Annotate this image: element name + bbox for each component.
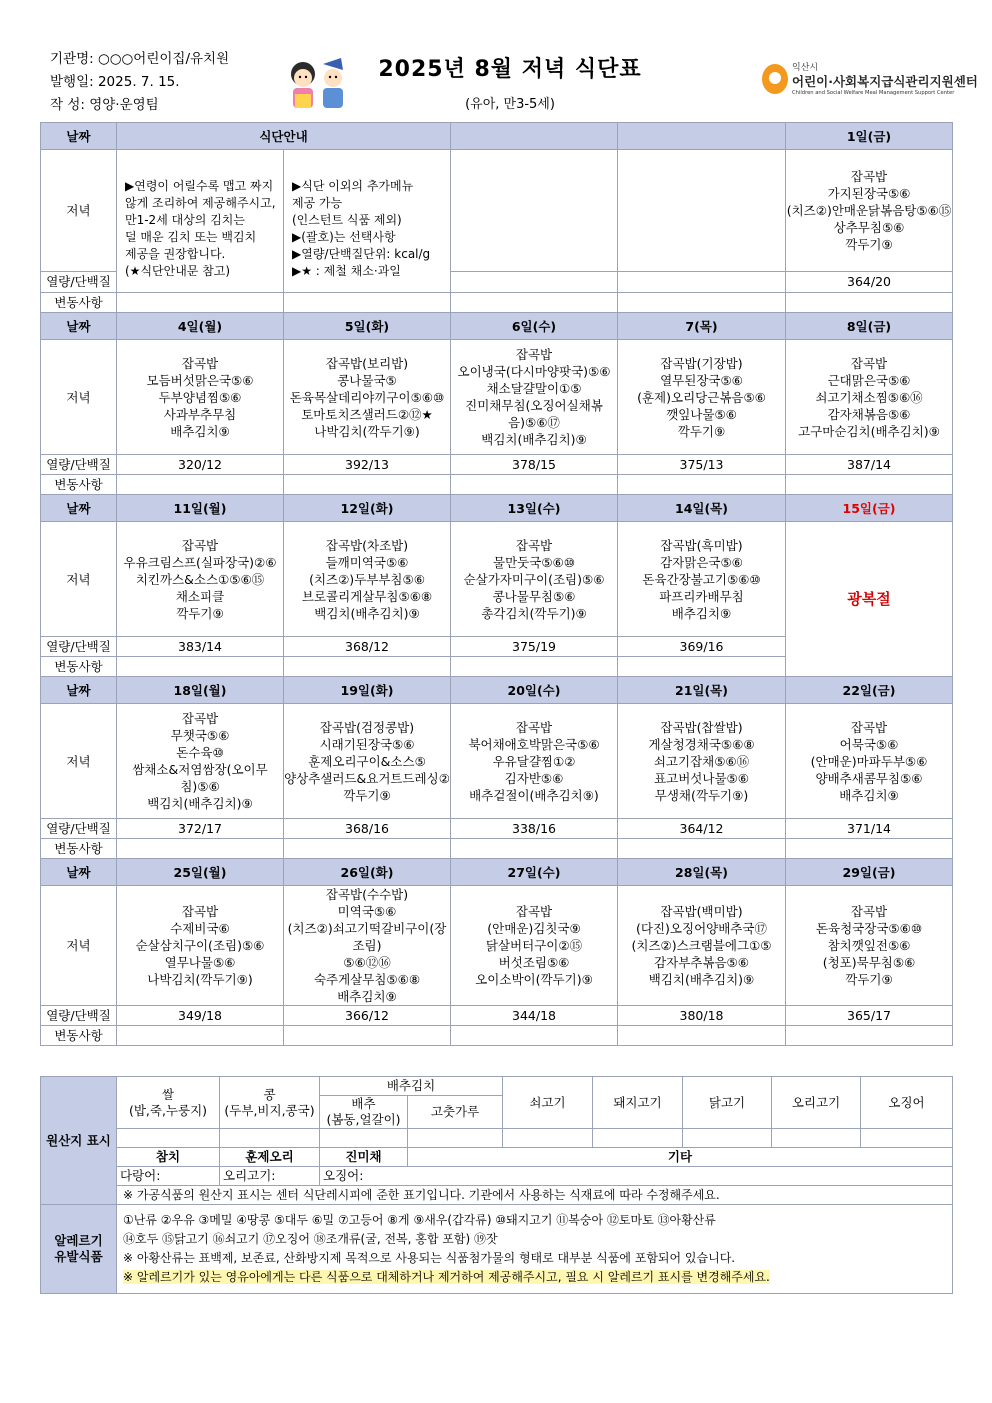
menu-item: 잡곡밥 xyxy=(181,904,219,919)
change-cell xyxy=(618,839,786,859)
calorie-cell: 364/12 xyxy=(618,819,786,839)
date-label: 날짜 xyxy=(41,859,117,886)
calorie-cell: 369/16 xyxy=(618,637,786,657)
change-cell xyxy=(284,839,451,859)
date-row xyxy=(41,859,953,886)
menu-item: 배추김치⑨ xyxy=(839,787,899,803)
menu-item: 잡곡밥(기장밥) xyxy=(660,355,743,371)
origin-bean: 콩 (두부,비지,콩국) xyxy=(220,1077,320,1129)
origin-cabbage: 배추 (봄동,얼갈이) xyxy=(320,1096,408,1129)
dinner-row xyxy=(41,704,953,819)
menu-item: 토마토치즈샐러드②⑫★ xyxy=(301,406,433,422)
menu-item: 버섯조림⑤⑥ xyxy=(498,955,570,970)
menu-item: 깍두기⑨ xyxy=(677,423,726,439)
menu-item: 닭살버터구이②⑮ xyxy=(485,938,583,953)
calorie-row xyxy=(41,819,953,839)
menu-item: (안매운)김칫국⑨ xyxy=(487,921,581,936)
menu-item: 우유달걀찜①② xyxy=(492,753,576,769)
calorie-cell: 365/17 xyxy=(786,1006,953,1026)
menu-item: 나박김치(깍두기⑨) xyxy=(314,423,420,439)
menu-item: 게살청경채국⑤⑥⑧ xyxy=(648,736,755,752)
change-cell xyxy=(786,475,953,495)
menu-item: (안매운)마파두부⑤⑥ xyxy=(810,753,928,769)
change-cell xyxy=(117,475,284,495)
guide-text xyxy=(284,150,451,293)
origin-note: ※ 가공식품의 원산지 표시는 센터 식단레시피에 준한 표기입니다. 기관에서 사용하는 식재료에 따라 수정해주세요. xyxy=(117,1186,953,1205)
calorie-label: 열량/단백질 xyxy=(41,455,117,475)
menu-item: 사과부추무침 xyxy=(163,406,237,422)
menu-item: 순살가자미구이(조림)⑤⑥ xyxy=(463,571,605,587)
calorie-label: 열량/단백질 xyxy=(41,819,117,839)
date-cell: 7(목) xyxy=(618,313,786,340)
menu-item: 잡곡밥 xyxy=(515,347,553,362)
menu-cell xyxy=(117,340,284,455)
calorie-label: 열량/단백질 xyxy=(41,1006,117,1026)
menu-item: 브로콜리게살무침⑤⑥⑧ xyxy=(301,588,433,604)
menu-item: 수제비국⑥ xyxy=(170,921,230,936)
change-cell xyxy=(117,839,284,859)
calorie-cell: 375/13 xyxy=(618,455,786,475)
guide-line: (★식단안내문 참고) xyxy=(125,264,231,278)
allergy-line-3: ※ 아황산류는 표백제, 보존료, 산화방지제 목적으로 사용되는 식품첨가물의 형태로 대부분 식품에 포함되어 있습니다. xyxy=(123,1251,736,1265)
calorie-cell: 320/12 xyxy=(117,455,284,475)
date-cell xyxy=(451,123,618,150)
menu-item: 오이소박이(깍두기)⑨ xyxy=(475,972,593,987)
logo-english: Children and Social Welfare Meal Management Support Center xyxy=(792,90,955,96)
menu-item: 쇠고기채소찜⑤⑥⑯ xyxy=(815,389,923,405)
guide-line: ▶식단 이외의 추가메뉴 xyxy=(292,179,414,193)
menu-item: 들깨미역국⑤⑥ xyxy=(325,554,409,570)
menu-item: 돈육청국장국⑤⑥⑩ xyxy=(815,921,923,936)
menu-item: 채소피클 xyxy=(175,588,225,604)
menu-cell xyxy=(284,886,451,1006)
menu-item: 잡곡밥 xyxy=(181,711,219,726)
date-row xyxy=(41,123,953,150)
calorie-cell: 372/17 xyxy=(117,819,284,839)
menu-item: 잡곡밥 xyxy=(515,904,553,919)
issue-date: 발행일: 2025. 7. 15. xyxy=(50,74,180,90)
date-cell: 11일(월) xyxy=(117,495,284,522)
menu-item: 배추김치⑨ xyxy=(671,605,732,621)
guide-line: 만1-2세 대상의 김치는 xyxy=(125,213,245,227)
origin-smoked-duck: 훈제오리 xyxy=(220,1148,320,1167)
change-label: 변동사항 xyxy=(41,657,117,677)
dinner-label: 저녁 xyxy=(41,150,117,272)
origin-table xyxy=(40,1076,953,1294)
origin-pollack: 다랑어: xyxy=(117,1167,220,1186)
menu-item: 잡곡밥(차조밥) xyxy=(325,537,409,553)
date-label: 날짜 xyxy=(41,495,117,522)
menu-cell xyxy=(451,886,618,1006)
dinner-row xyxy=(41,340,953,455)
logo-name: 어린이·사회복지급식관리지원센터 xyxy=(792,74,978,89)
date-cell: 15일(금) xyxy=(786,495,953,522)
menu-item: 두부양념찜⑤⑥ xyxy=(158,389,242,405)
menu-item: 채소달걀말이①⑤ xyxy=(486,381,582,396)
origin-etc: 기타 xyxy=(408,1148,953,1167)
date-cell: 27일(수) xyxy=(451,859,618,886)
calorie-cell: 338/16 xyxy=(451,819,618,839)
date-cell: 20일(수) xyxy=(451,677,618,704)
calorie-cell: 383/14 xyxy=(117,637,284,657)
date-cell: 22일(금) xyxy=(786,677,953,704)
date-cell: 19일(화) xyxy=(284,677,451,704)
menu-item: 양배추새콤무침⑤⑥ xyxy=(815,770,923,786)
menu-item: (치즈②)안매운닭볶음탕⑤⑥⑮ xyxy=(786,202,952,218)
menu-cell xyxy=(451,704,618,819)
calorie-cell: 380/18 xyxy=(618,1006,786,1026)
menu-item: ⑤⑥⑫⑯ xyxy=(343,955,391,970)
menu-item: 잡곡밥 xyxy=(515,537,553,553)
guide-line: 제공 가능 xyxy=(292,196,343,210)
date-cell: 12일(화) xyxy=(284,495,451,522)
change-cell xyxy=(618,657,786,677)
menu-item: 배추김치⑨ xyxy=(337,989,397,1004)
menu-cell xyxy=(117,704,284,819)
menu-item: 돈육간장불고기⑤⑥⑩ xyxy=(642,571,761,587)
calorie-cell: 392/13 xyxy=(284,455,451,475)
allergy-label: 알레르기 유발식품 xyxy=(41,1205,117,1294)
origin-dried-squid: 진미채 xyxy=(320,1148,408,1167)
change-cell xyxy=(618,475,786,495)
menu-item: 깍두기⑨ xyxy=(176,605,224,621)
menu-item: 치킨까스&소스①⑤⑥⑮ xyxy=(135,571,265,587)
menu-cell xyxy=(786,150,953,272)
guide-line: 않게 조리하여 제공해주시고, xyxy=(125,196,276,210)
origin-squid2: 오징어: xyxy=(320,1167,953,1186)
menu-item: 돈육목살데리야끼구이⑤⑥⑩ xyxy=(289,389,445,405)
menu-item: 모듬버섯맑은국⑤⑥ xyxy=(146,372,254,388)
menu-item: 쌈채소&저염쌈장(오이무침)⑤⑥ xyxy=(132,762,268,794)
origin-chicken: 닭고기 xyxy=(683,1077,772,1129)
dinner-label: 저녁 xyxy=(41,522,117,637)
menu-item: (치즈②)스크램블에그①⑤ xyxy=(631,938,772,953)
change-cell xyxy=(618,1026,786,1046)
menu-item: 잡곡밥 xyxy=(850,355,888,371)
menu-item: 잡곡밥(찹쌀밥) xyxy=(660,719,743,735)
menu-item: 무생채(깍두기⑨) xyxy=(654,787,749,803)
origin-beef: 쇠고기 xyxy=(503,1077,593,1129)
date-cell: 14일(목) xyxy=(618,495,786,522)
logo-icon xyxy=(762,64,788,94)
date-row xyxy=(41,313,953,340)
menu-cell xyxy=(451,340,618,455)
change-cell xyxy=(451,475,618,495)
change-cell xyxy=(451,293,618,313)
change-label: 변동사항 xyxy=(41,475,117,495)
menu-item: 배추겉절이(배추김치⑨) xyxy=(469,787,599,803)
menu-item: 잡곡밥 xyxy=(850,168,888,184)
menu-item: 잡곡밥(백미밥) xyxy=(660,904,743,919)
calorie-cell: 349/18 xyxy=(117,1006,284,1026)
date-label: 날짜 xyxy=(41,313,117,340)
menu-item: 깻잎나물⑤⑥ xyxy=(666,406,737,422)
origin-kimchi: 배추김치 xyxy=(320,1077,503,1096)
menu-item: 잡곡밥 xyxy=(181,355,219,371)
calorie-cell: 375/19 xyxy=(451,637,618,657)
menu-cell xyxy=(618,340,786,455)
calorie-cell: 371/14 xyxy=(786,819,953,839)
change-cell xyxy=(284,657,451,677)
guide-line: ▶연령이 어릴수록 맵고 짜지 xyxy=(125,179,274,193)
menu-item: 잡곡밥(검정콩밥) xyxy=(319,719,415,735)
date-cell: 26일(화) xyxy=(284,859,451,886)
change-row xyxy=(41,1026,953,1046)
menu-cell xyxy=(117,886,284,1006)
change-cell xyxy=(786,1026,953,1046)
menu-item: 잡곡밥 xyxy=(515,719,553,735)
dinner-label: 저녁 xyxy=(41,886,117,1006)
change-cell xyxy=(451,657,618,677)
date-row xyxy=(41,677,953,704)
menu-item: (훈제)오리당근볶음⑤⑥ xyxy=(637,389,766,405)
calorie-cell: 366/12 xyxy=(284,1006,451,1026)
dinner-row xyxy=(41,522,953,637)
menu-cell xyxy=(117,522,284,637)
menu-cell xyxy=(451,150,618,272)
menu-item: 깍두기⑨ xyxy=(845,972,893,987)
menu-item: 표고버섯나물⑤⑥ xyxy=(654,770,749,786)
allergy-line-4: ※ 알레르기가 있는 영유아에게는 다른 식품으로 대체하거나 제거하여 제공해주시고, 필요 시 알레르기 표시를 변경해주세요. xyxy=(123,1270,770,1284)
date-cell: 28일(목) xyxy=(618,859,786,886)
calorie-cell xyxy=(618,271,786,292)
dinner-row xyxy=(41,886,953,1006)
date-label: 날짜 xyxy=(41,677,117,704)
menu-item: 콩나물국⑤ xyxy=(337,372,397,388)
menu-item: 깍두기⑨ xyxy=(343,787,391,803)
date-cell: 29일(금) xyxy=(786,859,953,886)
change-row xyxy=(41,293,953,313)
menu-item: 참치깻잎전⑤⑥ xyxy=(827,938,911,953)
menu-item: 잡곡밥 xyxy=(850,719,888,735)
menu-item: 총각김치(깍두기)⑨ xyxy=(481,605,587,621)
menu-item: 잡곡밥(흑미밥) xyxy=(660,537,743,553)
date-row xyxy=(41,495,953,522)
change-cell xyxy=(117,657,284,677)
change-row xyxy=(41,839,953,859)
calorie-label: 열량/단백질 xyxy=(41,271,117,292)
menu-item: 무챗국⑤⑥ xyxy=(170,728,230,743)
menu-item: 어묵국⑤⑥ xyxy=(839,736,899,752)
calorie-row xyxy=(41,1006,953,1026)
origin-duck2: 오리고기: xyxy=(220,1167,320,1186)
org-name: 기관명: ○○○어린이집/유치원 xyxy=(50,51,230,67)
change-label: 변동사항 xyxy=(41,1026,117,1046)
change-cell xyxy=(117,293,284,313)
menu-item: 훈제오리구이&소스⑤ xyxy=(308,753,426,769)
change-cell xyxy=(284,1026,451,1046)
author: 작 성: 영양·운영팀 xyxy=(50,97,159,113)
calorie-label: 열량/단백질 xyxy=(41,637,117,657)
menu-cell xyxy=(451,522,618,637)
origin-rice: 쌀 (밥,죽,누룽지) xyxy=(117,1077,220,1129)
change-cell xyxy=(284,475,451,495)
guide-line: 제공을 권장합니다. xyxy=(125,247,226,261)
date-cell: 4일(월) xyxy=(117,313,284,340)
date-label: 날짜 xyxy=(41,123,117,150)
guide-line: 덜 매운 김치 또는 백김치 xyxy=(125,230,257,244)
origin-chili: 고춧가루 xyxy=(408,1096,503,1129)
origin-label: 원산지 표시 xyxy=(41,1077,117,1205)
menu-item: 돈수육⑩ xyxy=(176,745,224,760)
menu-item: 잡곡밥 xyxy=(181,537,219,553)
menu-item: (청포)묵무침⑤⑥ xyxy=(822,955,916,970)
logo-city: 익산시 xyxy=(792,63,819,73)
menu-item: 우유크림스프(실파장국)②⑥ xyxy=(123,554,277,570)
menu-item: 고구마순김치(배추김치)⑨ xyxy=(798,423,940,439)
menu-item: 상추무침⑤⑥ xyxy=(833,219,905,235)
holiday-label: 광복절 xyxy=(847,589,891,608)
menu-item: 김자반⑤⑥ xyxy=(504,770,564,786)
menu-cell xyxy=(786,704,953,819)
date-cell: 13일(수) xyxy=(451,495,618,522)
origin-squid: 오징어 xyxy=(861,1077,953,1129)
menu-item: 나박김치(깍두기⑨) xyxy=(147,972,253,987)
menu-item: 잡곡밥(수수밥) xyxy=(325,887,409,902)
menu-item: 물만둣국⑤⑥⑩ xyxy=(493,554,575,570)
menu-cell xyxy=(786,886,953,1006)
holiday-cell xyxy=(786,522,953,677)
guide-line: (인스턴트 식품 제외) xyxy=(292,213,402,227)
menu-item: 파프리카배무침 xyxy=(659,588,744,604)
change-row xyxy=(41,475,953,495)
date-cell: 5일(화) xyxy=(284,313,451,340)
menu-cell xyxy=(284,340,451,455)
change-cell xyxy=(786,293,953,313)
center-logo xyxy=(762,60,978,104)
change-cell xyxy=(284,293,451,313)
menu-item: 배추김치⑨ xyxy=(170,423,230,439)
menu-item: 미역국⑤⑥ xyxy=(337,904,397,919)
menu-item: 열무된장국⑤⑥ xyxy=(660,372,743,388)
menu-item: 백김치(배추김치)⑨ xyxy=(481,432,587,447)
menu-item: 잡곡밥 xyxy=(850,904,888,919)
change-cell xyxy=(451,839,618,859)
calorie-cell: 378/15 xyxy=(451,455,618,475)
menu-cell xyxy=(618,704,786,819)
dinner-label: 저녁 xyxy=(41,704,117,819)
date-cell xyxy=(618,123,786,150)
menu-item: (치즈②)두부부침⑤⑥ xyxy=(309,571,425,587)
menu-item: 오이냉국(다시마양팟국)⑤⑥ xyxy=(457,364,611,379)
menu-cell xyxy=(284,522,451,637)
menu-item: 근대맑은국⑤⑥ xyxy=(827,372,911,388)
dinner-label: 저녁 xyxy=(41,340,117,455)
guide-line: ▶★ : 제철 채소·과일 xyxy=(292,264,401,278)
menu-item: 백김치(배추김치)⑨ xyxy=(648,972,755,987)
menu-item: 감자맑은국⑤⑥ xyxy=(660,554,743,570)
menu-item: 쇠고기잡채⑤⑥⑯ xyxy=(653,753,750,769)
menu-item: 깍두기⑨ xyxy=(845,236,893,252)
change-cell xyxy=(451,1026,618,1046)
header-info xyxy=(50,48,229,117)
menu-item: 양상추샐러드&요거트드레싱② xyxy=(284,770,450,786)
menu-cell xyxy=(618,522,786,637)
menu-item: (다진)오징어양배추국⑰ xyxy=(636,921,767,936)
change-cell xyxy=(786,839,953,859)
menu-cell xyxy=(284,704,451,819)
guide-header: 식단안내 xyxy=(117,123,451,150)
allergy-line-1: ①난류 ②우유 ③메밀 ④땅콩 ⑤대두 ⑥밀 ⑦고등어 ⑧게 ⑨새우(갑각류) ⑩돼지고기 ⑪복숭아 ⑫토마토 ⑬아황산류 xyxy=(123,1213,716,1227)
date-cell: 6일(수) xyxy=(451,313,618,340)
menu-item: 콩나물무침⑤⑥ xyxy=(492,588,576,604)
change-cell xyxy=(618,293,786,313)
menu-item: 북어채애호박맑은국⑤⑥ xyxy=(468,736,600,752)
date-cell: 25일(월) xyxy=(117,859,284,886)
menu-cell xyxy=(786,340,953,455)
menu-item: 순살삼치구이(조림)⑤⑥ xyxy=(135,938,265,953)
calorie-cell xyxy=(451,271,618,292)
guide-line: ▶(괄호)는 선택사항 xyxy=(292,230,396,244)
calorie-cell: 344/18 xyxy=(451,1006,618,1026)
menu-item: 잡곡밥(보리밥) xyxy=(325,355,409,371)
calorie-cell: 364/20 xyxy=(786,271,953,292)
menu-item: 시래기된장국⑤⑥ xyxy=(319,736,415,752)
dinner-row xyxy=(41,150,953,272)
guide-line: ▶열량/단백질단위: kcal/g xyxy=(292,247,431,261)
calorie-cell: 368/12 xyxy=(284,637,451,657)
change-cell xyxy=(117,1026,284,1046)
menu-item: 백김치(배추김치)⑨ xyxy=(314,605,420,621)
allergy-line-2: ⑭호두 ⑮닭고기 ⑯쇠고기 ⑰오징어 ⑱조개류(굴, 전복, 홍합 포함) ⑲잣 xyxy=(123,1232,498,1246)
page-title: 2025년 8월 저녁 식단표 xyxy=(378,57,642,82)
menu-item: (치즈②)쇠고기떡갈비구이(장조림) xyxy=(287,921,447,953)
page-subtitle: (유아, 만3-5세) xyxy=(465,97,555,112)
date-cell: 18일(월) xyxy=(117,677,284,704)
date-cell: 1일(금) xyxy=(786,123,953,150)
menu-item: 열무나물⑤⑥ xyxy=(164,955,236,970)
menu-item: 감자채볶음⑤⑥ xyxy=(827,406,911,422)
menu-cell xyxy=(618,150,786,272)
menu-item: 백김치(배추김치)⑨ xyxy=(147,796,253,811)
guide-text xyxy=(117,150,284,293)
date-cell: 21일(목) xyxy=(618,677,786,704)
menu-item: 감자부추볶음⑤⑥ xyxy=(654,955,749,970)
allergy-info xyxy=(117,1205,953,1294)
calorie-cell: 368/16 xyxy=(284,819,451,839)
origin-tuna: 참치 xyxy=(117,1148,220,1167)
menu-item: 숙주게살무침⑤⑥⑧ xyxy=(313,972,421,987)
calorie-row xyxy=(41,455,953,475)
menu-item: 진미채무침(오징어실채볶음)⑤⑥⑰ xyxy=(465,398,603,430)
menu-item: 가지된장국⑤⑥ xyxy=(827,185,911,201)
change-label: 변동사항 xyxy=(41,293,117,313)
change-label: 변동사항 xyxy=(41,839,117,859)
date-cell: 8일(금) xyxy=(786,313,953,340)
origin-duck: 오리고기 xyxy=(772,1077,861,1129)
calorie-cell: 387/14 xyxy=(786,455,953,475)
origin-pork: 돼지고기 xyxy=(593,1077,683,1129)
menu-cell xyxy=(618,886,786,1006)
menu-table xyxy=(40,122,953,1046)
